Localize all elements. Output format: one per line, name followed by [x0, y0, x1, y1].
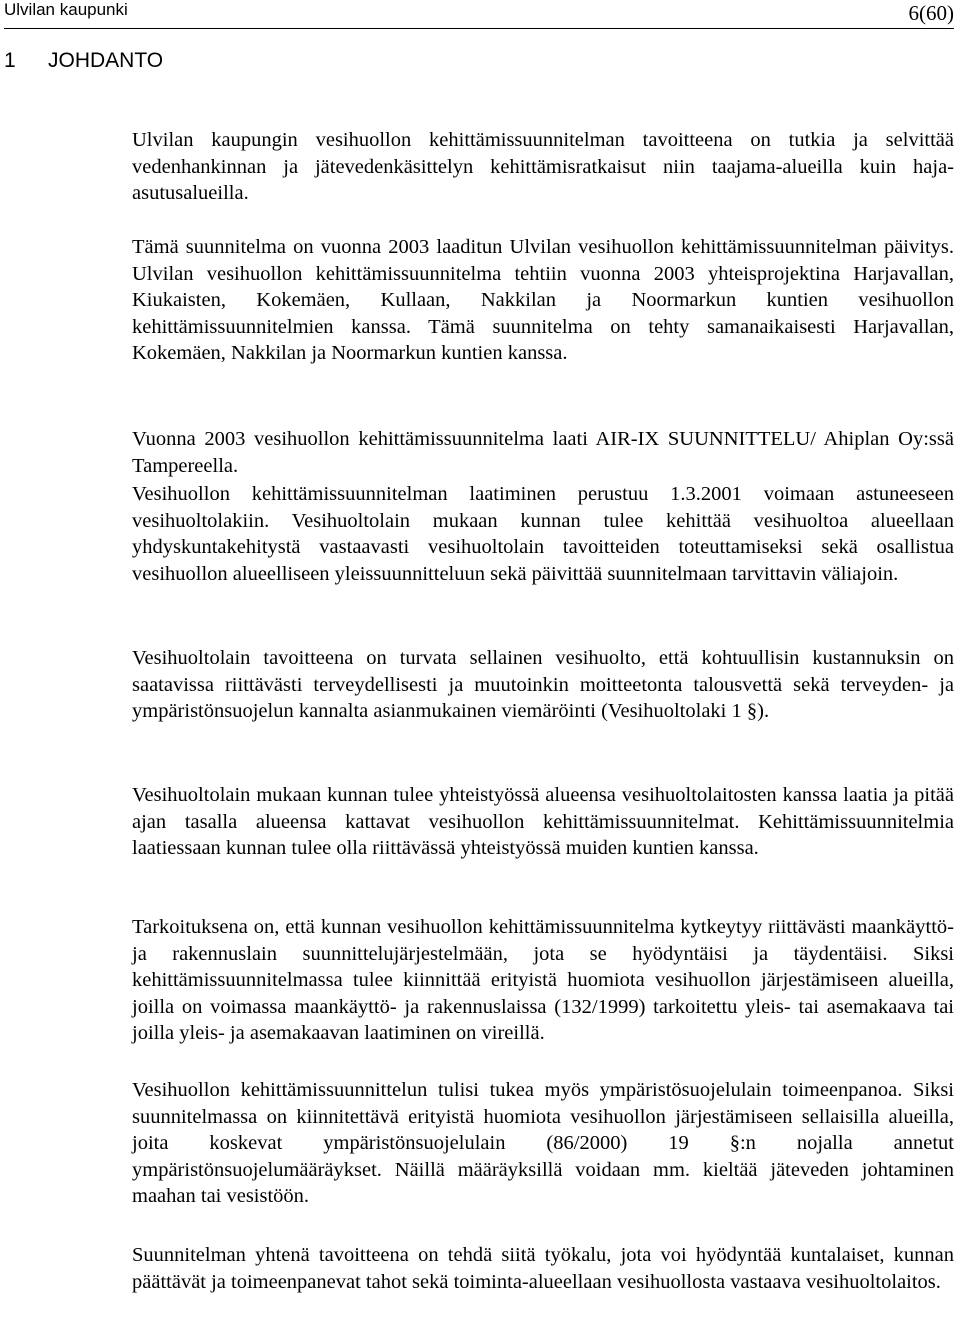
section-heading	[4, 47, 163, 75]
paragraph-2: Tämä suunnitelma on vuonna 2003 laaditun Ulvilan vesihuollon kehittämissuunnitelman päivitys. Ulvilan vesihuollon kehittämissuunnitelma tehtiin vuonna 2003 yhteisprojektina Harjavallan, Kiukaisten, Kokemäen, Kullaan, Nakkilan ja Noormarkun kuntien vesihuollon kehittämissuunnitelmien kanssa. Tämä suunnitelma on tehty samanaikaisesti Harjavallan, Kokemäen, Nakkilan ja Noormarkun kuntien kanssa.	[132, 236, 954, 365]
paragraph-9: Suunnitelman yhtenä tavoitteena on tehdä siitä työkalu, jota voi hyödyntää kuntalaiset, kunnan päättävät ja toimeenpanevat tahot sekä toiminta-alueellaan vesihuollosta vastaava vesihuoltolaitos.	[132, 1244, 954, 1293]
header-page-number: 6(60)	[908, 1, 954, 25]
paragraph-1: Ulvilan kaupungin vesihuollon kehittämissuunnitelman tavoitteena on tutkia ja selvittää vedenhankinnan ja jätevedenkäsittelyn kehittämisratkaisut niin taajama-alueilla kuin haja-asutusalueilla.	[132, 129, 954, 205]
paragraph-4: Vesihuollon kehittämissuunnitelman laatiminen perustuu 1.3.2001 voimaan astuneeseen vesihuoltolakiin. Vesihuoltolain mukaan kunnan tulee kehittää vesihuoltoa alueellaan yhdyskuntakehitystä vastaavasti vesihuoltolain tavoitteiden toteuttamiseksi sekä osallistua vesihuollon alueelliseen yleissuunnitteluun sekä päivittää suunnitelmaan tarvittavin väliajoin.	[132, 483, 954, 585]
page-header	[4, 0, 954, 29]
paragraph-5: Vesihuoltolain tavoitteena on turvata sellainen vesihuolto, että kohtuullisin kustannuksin on saatavissa riittävästi terveydellisesti ja muutoinkin moitteetonta talousvettä sekä terveyden- ja ympäristönsuojelun kannalta asianmukainen viemäröinti (Vesihuoltolaki 1 §).	[132, 647, 954, 723]
paragraph-8: Vesihuollon kehittämissuunnittelun tulisi tukea myös ympäristösuojelulain toimeenpanoa. Siksi suunnitelmassa on kiinnitettävä erityistä huomiota vesihuollon järjestämiseen sellaisilla alueilla, joita koskevat ympäristönsuojelulain (86/2000) 19 §:n nojalla annetut ympäristönsuojelumääräykset. Näillä määräyksillä voidaan mm. kieltää jäteveden johtaminen maahan tai vesistöön.	[132, 1079, 954, 1208]
header-organization: Ulvilan kaupunki	[4, 0, 128, 19]
paragraph-6: Vesihuoltolain mukaan kunnan tulee yhteistyössä alueensa vesihuoltolaitosten kanssa laatia ja pitää ajan tasalla alueensa kattavat vesihuollon kehittämissuunnitelmat. Kehittämissuunnitelmia laatiessaan kunnan tulee olla riittävässä yhteistyössä muiden kuntien kanssa.	[132, 784, 954, 860]
paragraph-7: Tarkoituksena on, että kunnan vesihuollon kehittämissuunnitelma kytkeytyy riittävästi maankäyttö- ja rakennuslain suunnittelujärjestelmään, jota se hyödyntäisi ja täydentäisi. Siksi kehittämissuunnitelmassa tulee kiinnittää erityistä huomiota vesihuollon järjestämiseen alueilla, joilla on voimassa maankäyttö- ja rakennuslaissa (132/1999) tarkoitettu yleis- tai asemakaava tai joilla yleis- ja asemakaavan laatiminen on vireillä.	[132, 916, 954, 1045]
paragraph-3: Vuonna 2003 vesihuollon kehittämissuunnitelma laati AIR-IX SUUNNITTELU/ Ahiplan Oy:ssä Tampereella.	[132, 428, 954, 477]
section-number: 1	[4, 49, 16, 72]
section-title: JOHDANTO	[48, 49, 164, 72]
